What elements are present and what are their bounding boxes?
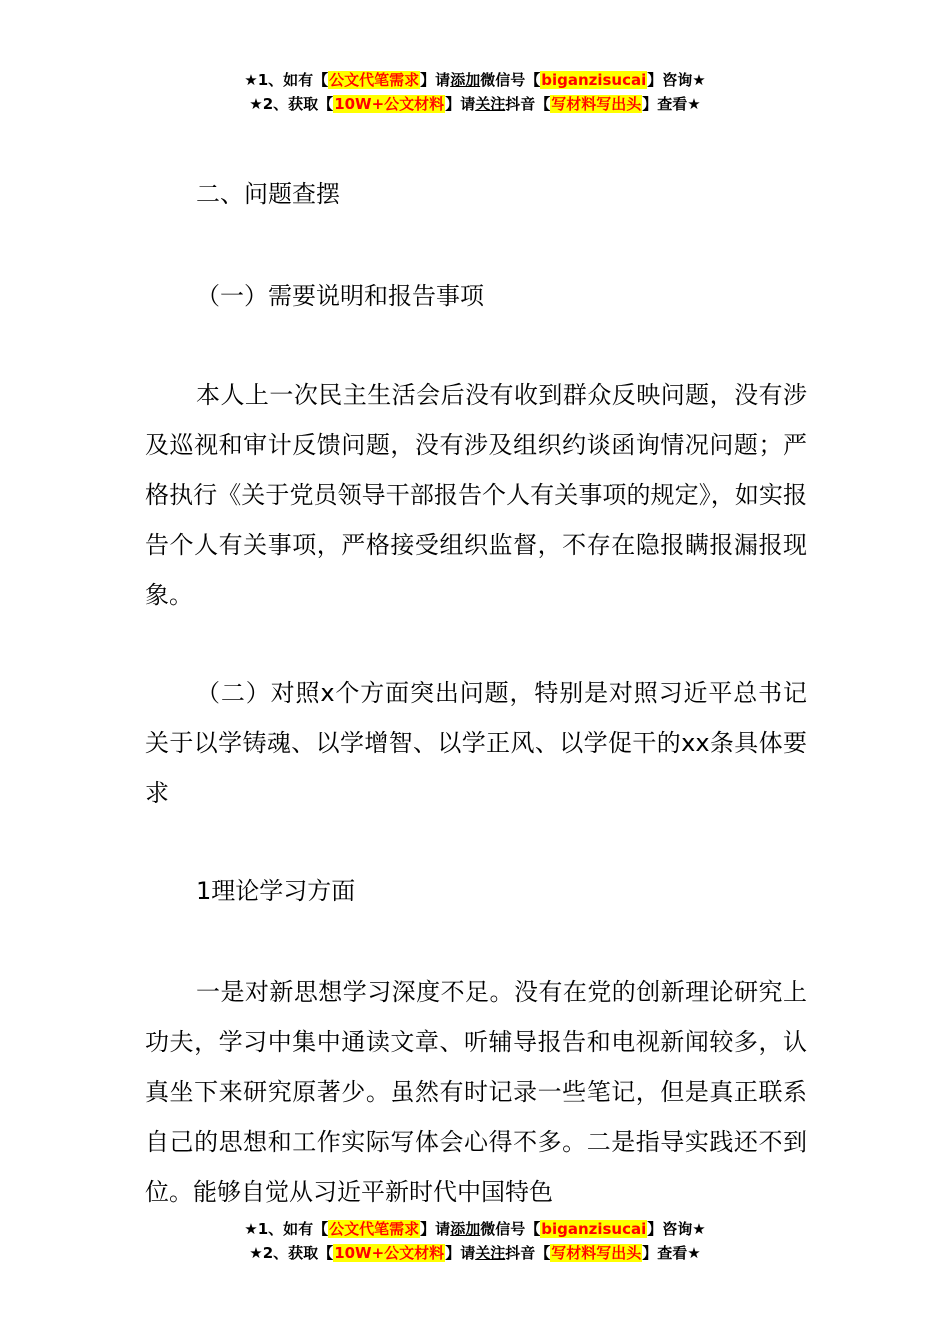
promo-line-1 <box>0 1217 950 1241</box>
promo-line-2 <box>0 92 950 116</box>
promo-underlined: 关注 <box>475 95 506 113</box>
promo-text: 抖音【 <box>505 1244 551 1262</box>
promo-underlined: 添加 <box>450 1220 481 1238</box>
promo-text: 抖音【 <box>505 95 551 113</box>
promo-highlight: 公文代笔需求 <box>329 71 420 89</box>
promo-text: 】请 <box>445 95 476 113</box>
subsection-title-2: （二）对照x个方面突出问题，特别是对照习近平总书记关于以学铸魂、以学增智、以学正风、以学促干的xx条具体要求 <box>145 679 807 807</box>
paragraph-report-items: 本人上一次民主生活会后没有收到群众反映问题，没有涉及巡视和审计反馈问题，没有涉及组织约谈函询情况问题；严格执行《关于党员领导干部报告个人有关事项的规定》，如实报告个人有关事项，严格接受组织监督，不存在隐报瞒报漏报现象。 <box>145 381 807 609</box>
promo-highlight: 10W+公文材料 <box>334 95 445 113</box>
promo-text: 】查看★ <box>642 1244 701 1262</box>
promo-wechat-id: biganzisucai <box>541 71 647 89</box>
promo-text: ★2、获取【 <box>249 1244 334 1262</box>
promo-underlined: 添加 <box>450 71 481 89</box>
promo-wechat-id: biganzisucai <box>541 1220 647 1238</box>
paragraph-theory-study: 一是对新思想学习深度不足。没有在党的创新理论研究上功夫，学习中集中通读文章、听辅导报告和电视新闻较多，认真坐下来研究原著少。虽然有时记录一些笔记，但是真正联系自己的思想和工作实际写体会心得不多。二是指导实践还不到位。能够自觉从习近平新时代中国特色 <box>145 978 807 1206</box>
promo-underlined: 关注 <box>475 1244 506 1262</box>
promo-banner-top <box>0 68 950 116</box>
promo-text: 】请 <box>420 1220 451 1238</box>
section-title: 二、问题查摆 <box>196 180 340 208</box>
promo-highlight: 公文代笔需求 <box>329 1220 420 1238</box>
promo-text: 】咨询★ <box>647 71 706 89</box>
promo-line-2 <box>0 1241 950 1265</box>
promo-text: 】请 <box>445 1244 476 1262</box>
promo-douyin-account: 写材料写出头 <box>551 95 642 113</box>
promo-text: ★2、获取【 <box>249 95 334 113</box>
promo-text: ★1、如有【 <box>244 71 329 89</box>
promo-highlight: 10W+公文材料 <box>334 1244 445 1262</box>
promo-text: 】查看★ <box>642 95 701 113</box>
promo-douyin-account: 写材料写出头 <box>551 1244 642 1262</box>
promo-text: 微信号【 <box>480 71 541 89</box>
promo-text: ★1、如有【 <box>244 1220 329 1238</box>
promo-line-1 <box>0 68 950 92</box>
promo-text: 】咨询★ <box>647 1220 706 1238</box>
item-title-theory-study: 1理论学习方面 <box>196 877 356 905</box>
promo-text: 微信号【 <box>480 1220 541 1238</box>
promo-banner-bottom <box>0 1217 950 1265</box>
subsection-title-1: （一）需要说明和报告事项 <box>196 282 484 310</box>
promo-text: 】请 <box>420 71 451 89</box>
